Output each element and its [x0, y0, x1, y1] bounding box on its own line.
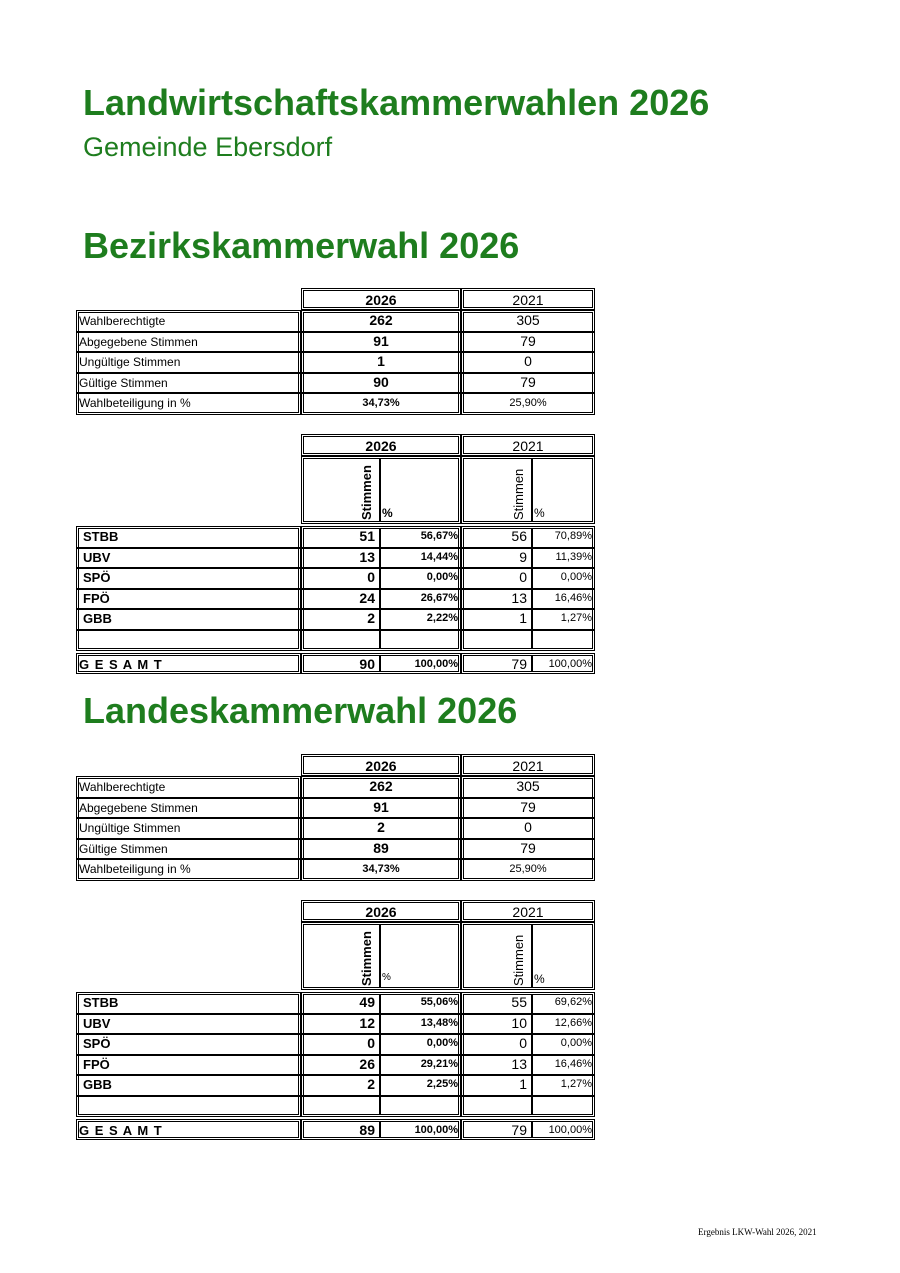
percent-2026: 2,25%: [426, 1078, 458, 1091]
total-percent-2026: 100,00%: [414, 1123, 458, 1136]
party-name: UBV: [83, 549, 111, 565]
summary-value-2026: 91: [373, 798, 389, 815]
summary-row-label: Gültige Stimmen: [79, 375, 168, 390]
stimmen-header-2021: Stimmen: [511, 934, 526, 986]
stimmen-header-2026: Stimmen: [359, 465, 374, 520]
percent-2026: 0,00%: [426, 1037, 458, 1050]
summary-value-2021: 25,90%: [509, 863, 547, 875]
votes-2026: 0: [367, 1035, 375, 1052]
summary-row-label: Wahlbeteiligung in %: [79, 862, 191, 876]
total-votes-2021: 79: [511, 655, 527, 672]
percent-2021: 16,46%: [554, 591, 592, 604]
percent-2021: 0,00%: [560, 571, 592, 584]
summary-value-2021: 25,90%: [509, 397, 547, 409]
party-name: GBB: [83, 1077, 112, 1093]
summary-value-2021: 0: [524, 819, 532, 835]
summary-value-2026: 1: [377, 353, 385, 369]
total-votes-2021: 79: [511, 1121, 527, 1138]
percent-2026: 29,21%: [420, 1057, 458, 1070]
summary-row-label: Wahlberechtigte: [79, 314, 166, 328]
party-name: STBB: [83, 529, 119, 544]
percent-header-2021: %: [534, 506, 545, 520]
summary-value-2026: 262: [369, 312, 393, 328]
total-percent-2021: 100,00%: [548, 657, 592, 670]
votes-2026: 24: [359, 589, 375, 606]
percent-header-2021: %: [534, 972, 545, 986]
votes-2021: 13: [511, 1055, 527, 1072]
summary-value-2021: 79: [520, 332, 536, 349]
section-title: Bezirkskammerwahl 2026: [83, 225, 520, 266]
percent-2021: 69,62%: [554, 996, 592, 1008]
section-title: Landeskammerwahl 2026: [83, 690, 518, 731]
summary-value-2026: 34,73%: [362, 397, 400, 409]
votes-2021: 55: [511, 994, 527, 1010]
subheader-divider: [379, 458, 381, 522]
page-subtitle: Gemeinde Ebersdorf: [83, 132, 333, 162]
summary-row-label: Gültige Stimmen: [79, 841, 168, 856]
stimmen-header-2026: Stimmen: [359, 931, 374, 986]
summary-value-2026: 91: [373, 332, 389, 349]
percent-2021: 12,66%: [554, 1016, 592, 1029]
summary-row-label: Ungültige Stimmen: [79, 355, 181, 369]
footer-note: Ergebnis LKW-Wahl 2026, 2021: [698, 1227, 817, 1237]
party-name: FPÖ: [83, 1056, 110, 1072]
summary-value-2021: 0: [524, 353, 532, 369]
results-col-2026: 2026: [365, 904, 397, 920]
votes-2021: 1: [519, 1076, 527, 1093]
summary-row-divider: [76, 392, 595, 394]
party-name: FPÖ: [83, 590, 110, 606]
results-subheader-2021: [461, 922, 595, 990]
percent-2026: 26,67%: [420, 591, 458, 604]
party-name: SPÖ: [83, 570, 111, 586]
total-votes-2026: 89: [359, 1121, 375, 1138]
votes-2021: 9: [519, 548, 527, 565]
percent-2026: 2,22%: [426, 612, 458, 625]
votes-2026: 0: [367, 569, 375, 586]
total-votes-2026: 90: [359, 655, 375, 672]
subheader-divider: [379, 924, 381, 988]
summary-value-2021: 79: [520, 839, 536, 856]
votes-2026: 49: [359, 994, 375, 1010]
summary-value-2026: 34,73%: [362, 863, 400, 875]
percent-2026: 14,44%: [420, 550, 458, 563]
percent-2021: 11,39%: [555, 550, 592, 563]
total-percent-2026: 100,00%: [414, 657, 458, 670]
results-col-2026: 2026: [365, 438, 397, 454]
total-label: G E S A M T: [79, 1122, 163, 1138]
votes-2021: 0: [519, 1035, 527, 1052]
results-col-2021: 2021: [512, 438, 544, 454]
total-percent-2021: 100,00%: [548, 1123, 592, 1136]
summary-value-2021: 79: [520, 798, 536, 815]
subheader-divider: [531, 458, 533, 522]
percent-2021: 1,27%: [560, 1078, 592, 1091]
party-name: SPÖ: [83, 1036, 111, 1052]
votes-2021: 56: [511, 528, 527, 544]
votes-2026: 12: [359, 1014, 375, 1031]
percent-header-2026: %: [382, 506, 393, 520]
votes-2026: 2: [367, 610, 375, 627]
votes-2021: 13: [511, 589, 527, 606]
summary-row-label: Wahlbeteiligung in %: [79, 396, 191, 410]
summary-value-2026: 262: [369, 778, 393, 794]
percent-2021: 70,89%: [554, 530, 592, 542]
percent-2026: 13,48%: [420, 1016, 458, 1029]
summary-row-label: Abgegebene Stimmen: [79, 334, 198, 349]
summary-col-2021: 2021: [512, 292, 544, 308]
summary-col-2026: 2026: [365, 292, 397, 308]
results-subheader-2021: [461, 456, 595, 524]
total-label: G E S A M T: [79, 656, 163, 672]
percent-2026: 0,00%: [426, 571, 458, 584]
summary-value-2021: 79: [520, 373, 536, 390]
summary-row-divider: [76, 858, 595, 860]
summary-value-2026: 89: [373, 839, 389, 856]
summary-value-2021: 305: [516, 312, 540, 328]
results-subheader-2026: [301, 456, 461, 524]
votes-2021: 1: [519, 610, 527, 627]
summary-col-2026: 2026: [365, 758, 397, 774]
summary-value-2026: 2: [377, 819, 385, 835]
votes-2026: 13: [359, 548, 375, 565]
summary-value-2021: 305: [516, 778, 540, 794]
summary-row-label: Abgegebene Stimmen: [79, 800, 198, 815]
stimmen-header-2021: Stimmen: [511, 468, 526, 520]
votes-2026: 51: [359, 528, 375, 544]
summary-row-label: Ungültige Stimmen: [79, 821, 181, 835]
percent-2021: 16,46%: [554, 1057, 592, 1070]
results-subheader-2026: [301, 922, 461, 990]
percent-2021: 0,00%: [560, 1037, 592, 1050]
results-col-2021: 2021: [512, 904, 544, 920]
page-title: Landwirtschaftskammerwahlen 2026: [83, 82, 710, 123]
percent-2026: 56,67%: [420, 530, 458, 542]
votes-2026: 2: [367, 1076, 375, 1093]
party-name: STBB: [83, 995, 119, 1010]
votes-2026: 26: [359, 1055, 375, 1072]
subheader-divider: [531, 924, 533, 988]
summary-value-2026: 90: [373, 373, 389, 390]
votes-2021: 10: [511, 1014, 527, 1031]
results-row-divider: [76, 629, 595, 631]
summary-row-label: Wahlberechtigte: [79, 780, 166, 794]
votes-2021: 0: [519, 569, 527, 586]
summary-col-2021: 2021: [512, 758, 544, 774]
percent-2021: 1,27%: [560, 612, 592, 625]
party-name: UBV: [83, 1015, 111, 1031]
percent-header-2026: %: [382, 972, 391, 983]
party-name: GBB: [83, 611, 112, 627]
percent-2026: 55,06%: [420, 996, 458, 1008]
results-row-divider: [76, 1095, 595, 1097]
